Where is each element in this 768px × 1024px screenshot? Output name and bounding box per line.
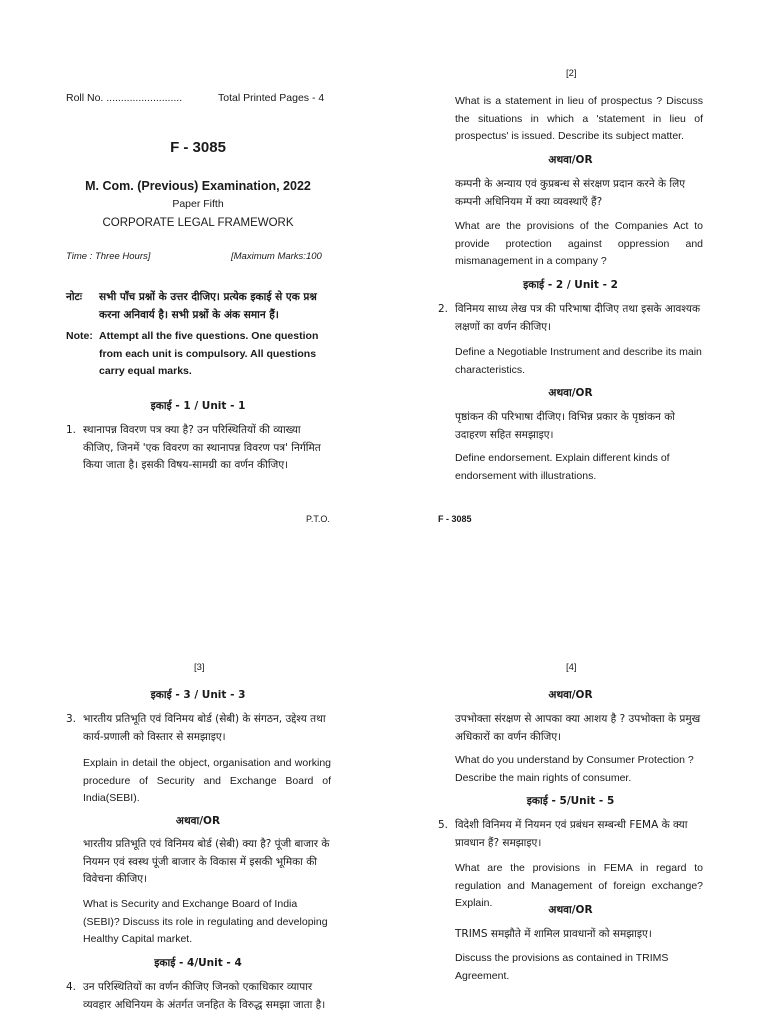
footer-paper-code: F - 3085 — [438, 514, 472, 524]
total-printed-pages: Total Printed Pages - 4 — [218, 92, 325, 104]
english-note-label: Note: — [66, 330, 93, 342]
question-2-number: 2. — [438, 303, 449, 315]
paper-number: Paper Fifth — [172, 198, 224, 210]
page-number: [3] — [194, 662, 205, 673]
or-separator-1: अथवा/OR — [548, 154, 593, 166]
question-3-hindi — [66, 711, 331, 746]
question-5-english: What are the provisions in FEMA in regard to regulation and Management of foreign exchange? Explain. — [455, 862, 703, 909]
exam-title: M. Com. (Previous) Examination, 2022 — [85, 179, 311, 193]
question-3-or-english: What is Security and Exchange Board of India (SEBI)? Discuss its role in regulating and developing Healthy Capital market. — [83, 898, 328, 945]
question-5-hindi-text: विदेशी विनिमय में नियमन एवं प्रबंधन सम्बन्धी FEMA के क्या प्रावधान हैं? समझाइए। — [455, 819, 688, 849]
paper-code: F - 3085 — [170, 139, 226, 156]
question-5-number: 5. — [438, 819, 449, 831]
question-2-hindi — [438, 301, 703, 336]
unit-4-heading: इकाई - 4/Unit - 4 — [154, 957, 242, 969]
subject-title: CORPORATE LEGAL FRAMEWORK — [102, 217, 294, 229]
or-separator-3: अथवा/OR — [175, 815, 221, 827]
or-separator-2: अथवा/OR — [548, 387, 593, 399]
question-4-or-hindi: उपभोक्ता संरक्षण से आपका क्या आशय है ? उपभोक्ता के प्रमुख अधिकारों का वर्णन कीजिए। — [455, 713, 701, 743]
question-1-or-hindi: कम्पनी के अन्याय एवं कुप्रबन्ध से संरक्षण प्रदान करने के लिए कम्पनी अधिनियम में क्या व्यवस्थाएँ हैं? — [455, 178, 686, 208]
or-separator-4: अथवा/OR — [548, 689, 593, 701]
question-2-hindi-text: विनिमय साध्य लेख पत्र की परिभाषा दीजिए तथा इसके आवश्यक लक्षणों का वर्णन कीजिए। — [455, 303, 701, 333]
hindi-note-text: सभी पाँच प्रश्नों के उत्तर दीजिए। प्रत्येक इकाई से एक प्रश्न करना अनिवार्य है। सभी प्रश्नों के अंक समान हैं। — [99, 291, 317, 321]
pto-marker: P.T.O. — [306, 514, 330, 524]
question-3-hindi-text: भारतीय प्रतिभूति एवं विनिमय बोर्ड (सेबी) के संगठन, उद्देश्य तथा कार्य-प्रणाली को विस्तार से समझाइए। — [83, 713, 326, 743]
roll-number: Roll No. .......................... — [66, 92, 183, 104]
question-4-hindi — [66, 979, 331, 1014]
question-3-number: 3. — [66, 713, 77, 725]
question-1-number: 1. — [66, 424, 77, 436]
question-2-or-english: Define endorsement. Explain different kinds of endorsement with illustrations. — [455, 452, 670, 482]
unit-2-heading: इकाई - 2 / Unit - 2 — [523, 279, 618, 291]
unit-3-heading: इकाई - 3 / Unit - 3 — [150, 689, 246, 701]
question-4-hindi-text: उन परिस्थितियों का वर्णन कीजिए जिनको एकाधिकार व्यापार व्यवहार अधिनियम के अंतर्गत जनहित के विरुद्ध समझा जाता है। — [83, 981, 326, 1011]
page-number: [2] — [566, 68, 577, 79]
question-5-or-hindi: TRIMS समझौते में शामिल प्रावधानों को समझाइए। — [455, 928, 652, 940]
question-5-or-english: Discuss the provisions as contained in TRIMS Agreement. — [455, 952, 669, 982]
exam-duration: Time : Three Hours] — [66, 251, 151, 262]
page-number: [4] — [566, 662, 577, 673]
question-2-english: Define a Negotiable Instrument and describe its main characteristics. — [455, 346, 702, 376]
question-3-english: Explain in detail the object, organisation and working procedure of Security and Exchange Board of India(SEBI). — [83, 757, 331, 804]
maximum-marks: [Maximum Marks:100 — [231, 251, 322, 262]
question-1-hindi-text: स्थानापन्न विवरण पत्र क्या है? उन परिस्थितियों की व्याख्या कीजिए, जिनमें 'एक विवरण का स्थानापन्न विवरण पत्र' निर्गमित किया जाता है। इसकी विषय-सामग्री का वर्णन कीजिए। — [83, 424, 321, 471]
question-2-or-hindi: पृष्ठांकन की परिभाषा दीजिए। विभिन्न प्रकार के पृष्ठांकन को उदाहरण सहित समझाइए। — [455, 411, 676, 441]
question-4-number: 4. — [66, 981, 77, 993]
english-note-text: Attempt all the five questions. One question from each unit is compulsory. All questions carry equal marks. — [99, 330, 319, 377]
hindi-note-label: नोटः — [66, 291, 82, 303]
or-separator-5: अथवा/OR — [548, 904, 593, 916]
question-1-hindi — [66, 422, 331, 475]
question-1-or-english: What are the provisions of the Companies Act to provide protection against oppression and mismanagement in a company ? — [455, 220, 703, 267]
unit-1-heading: इकाई - 1 / Unit - 1 — [150, 400, 246, 412]
question-1-english: What is a statement in lieu of prospectus ? Discuss the situations in which a 'statement in lieu of prospectus' is issued. Describe its subject matter. — [455, 95, 703, 142]
question-4-or-english: What do you understand by Consumer Protection ? Describe the main rights of consumer. — [455, 754, 694, 784]
question-5-hindi — [438, 817, 703, 852]
question-3-or-hindi: भारतीय प्रतिभूति एवं विनिमय बोर्ड (सेबी) क्या है? पूंजी बाजार के नियमन एवं स्वस्थ पूंजी बाजार के विकास में इसकी भूमिका की विवेचना कीजिए। — [83, 838, 330, 885]
unit-5-heading: इकाई - 5/Unit - 5 — [526, 795, 615, 807]
